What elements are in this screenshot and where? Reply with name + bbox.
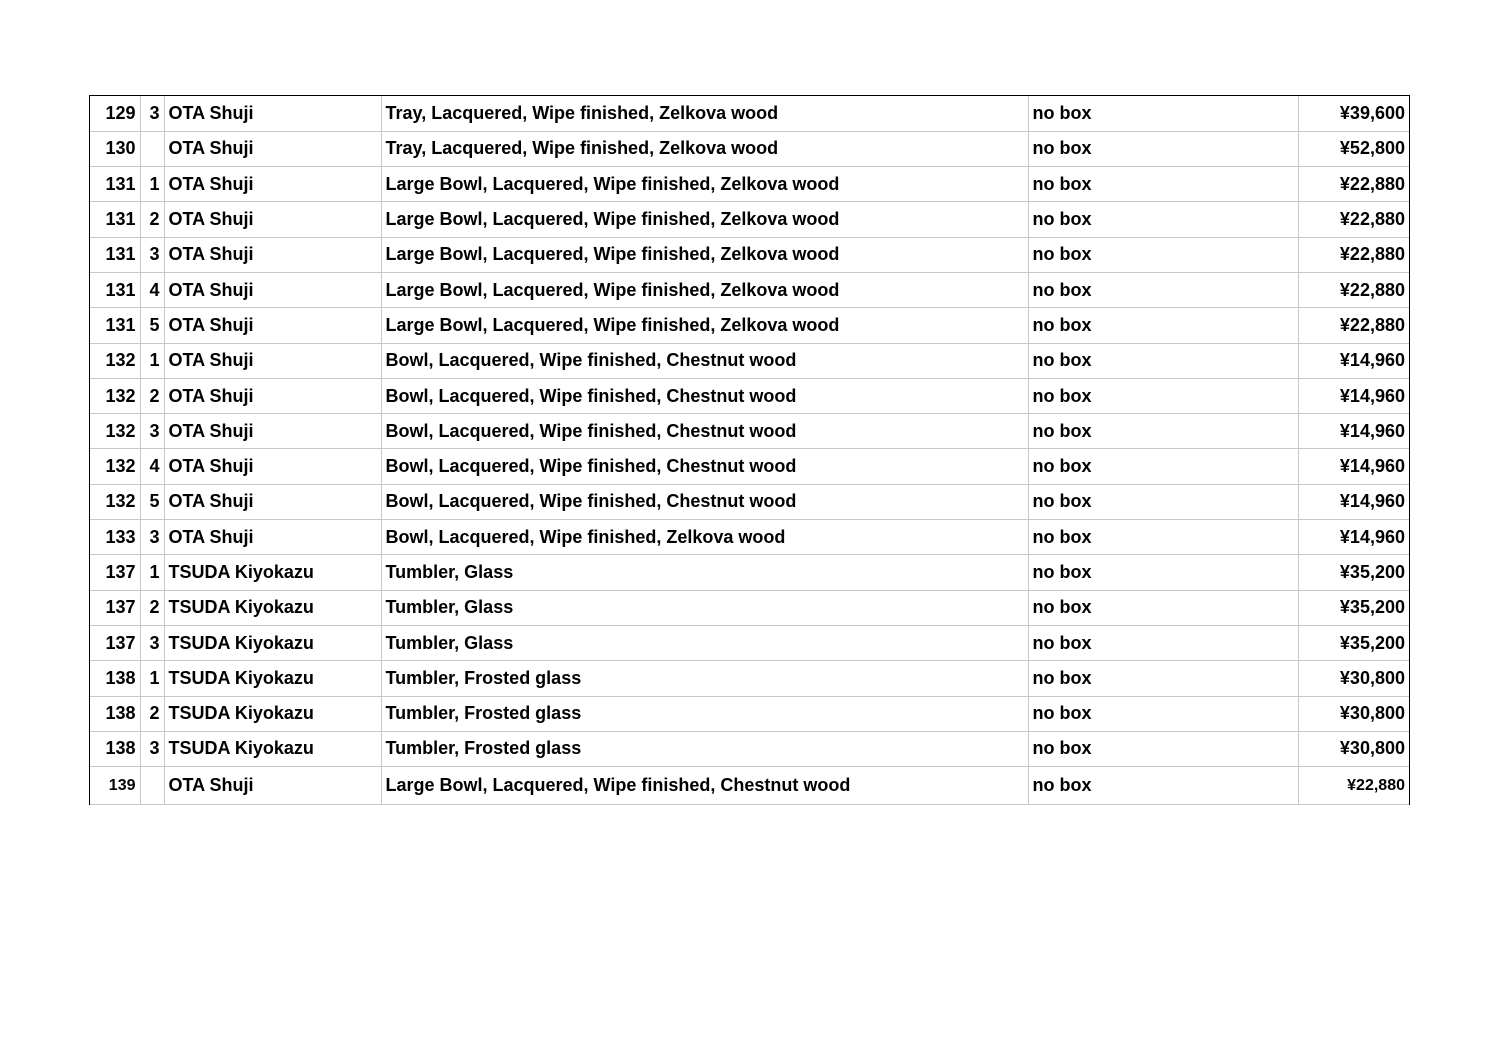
lot-number-cell: 131 <box>90 237 140 272</box>
description-cell: Bowl, Lacquered, Wipe finished, Chestnut wood <box>381 449 1028 484</box>
price-cell: ¥22,880 <box>1298 308 1409 343</box>
artist-cell: OTA Shuji <box>164 272 381 307</box>
artist-cell: OTA Shuji <box>164 308 381 343</box>
artist-cell: OTA Shuji <box>164 449 381 484</box>
artist-cell: OTA Shuji <box>164 167 381 202</box>
table-row <box>90 378 1409 413</box>
lot-number-cell: 138 <box>90 731 140 766</box>
artist-cell: TSUDA Kiyokazu <box>164 555 381 590</box>
sub-number-cell: 2 <box>140 590 164 625</box>
description-cell: Tray, Lacquered, Wipe finished, Zelkova wood <box>381 131 1028 166</box>
sub-number-cell <box>140 767 164 805</box>
lot-number-cell: 137 <box>90 625 140 660</box>
sub-number-cell: 3 <box>140 237 164 272</box>
box-cell: no box <box>1028 414 1298 449</box>
table-row <box>90 96 1409 131</box>
box-cell: no box <box>1028 555 1298 590</box>
box-cell: no box <box>1028 308 1298 343</box>
box-cell: no box <box>1028 167 1298 202</box>
table-row <box>90 731 1409 766</box>
table-row <box>90 696 1409 731</box>
description-cell: Bowl, Lacquered, Wipe finished, Chestnut wood <box>381 378 1028 413</box>
table-row <box>90 237 1409 272</box>
price-cell: ¥22,880 <box>1298 767 1409 805</box>
description-cell: Tumbler, Glass <box>381 590 1028 625</box>
artist-cell: OTA Shuji <box>164 131 381 166</box>
table-row <box>90 449 1409 484</box>
artist-cell: TSUDA Kiyokazu <box>164 625 381 660</box>
lot-number-cell: 133 <box>90 520 140 555</box>
table-row <box>90 484 1409 519</box>
artist-cell: OTA Shuji <box>164 378 381 413</box>
description-cell: Large Bowl, Lacquered, Wipe finished, Zelkova wood <box>381 202 1028 237</box>
artist-cell: TSUDA Kiyokazu <box>164 696 381 731</box>
box-cell: no box <box>1028 343 1298 378</box>
sub-number-cell: 3 <box>140 731 164 766</box>
lot-number-cell: 132 <box>90 484 140 519</box>
table-row <box>90 661 1409 696</box>
price-cell: ¥22,880 <box>1298 167 1409 202</box>
lot-number-cell: 139 <box>90 767 140 805</box>
lot-number-cell: 132 <box>90 449 140 484</box>
price-cell: ¥22,880 <box>1298 272 1409 307</box>
artist-cell: OTA Shuji <box>164 202 381 237</box>
table-row <box>90 520 1409 555</box>
lot-number-cell: 130 <box>90 131 140 166</box>
description-cell: Tumbler, Frosted glass <box>381 661 1028 696</box>
lot-number-cell: 138 <box>90 696 140 731</box>
table-row <box>90 414 1409 449</box>
lot-number-cell: 132 <box>90 343 140 378</box>
price-cell: ¥14,960 <box>1298 449 1409 484</box>
artist-cell: OTA Shuji <box>164 767 381 805</box>
description-cell: Tumbler, Glass <box>381 555 1028 590</box>
box-cell: no box <box>1028 449 1298 484</box>
box-cell: no box <box>1028 237 1298 272</box>
description-cell: Bowl, Lacquered, Wipe finished, Zelkova wood <box>381 520 1028 555</box>
box-cell: no box <box>1028 731 1298 766</box>
box-cell: no box <box>1028 484 1298 519</box>
lot-number-cell: 131 <box>90 202 140 237</box>
sub-number-cell: 5 <box>140 484 164 519</box>
lot-number-cell: 131 <box>90 272 140 307</box>
artist-cell: OTA Shuji <box>164 520 381 555</box>
price-cell: ¥39,600 <box>1298 96 1409 131</box>
sub-number-cell: 3 <box>140 625 164 660</box>
table-row <box>90 131 1409 166</box>
price-cell: ¥30,800 <box>1298 696 1409 731</box>
price-cell: ¥22,880 <box>1298 202 1409 237</box>
lot-number-cell: 131 <box>90 167 140 202</box>
description-cell: Large Bowl, Lacquered, Wipe finished, Chestnut wood <box>381 767 1028 805</box>
description-cell: Tumbler, Glass <box>381 625 1028 660</box>
table-row <box>90 767 1409 805</box>
artist-cell: OTA Shuji <box>164 414 381 449</box>
price-cell: ¥14,960 <box>1298 414 1409 449</box>
table-row <box>90 590 1409 625</box>
sub-number-cell: 5 <box>140 308 164 343</box>
price-cell: ¥35,200 <box>1298 555 1409 590</box>
box-cell: no box <box>1028 590 1298 625</box>
box-cell: no box <box>1028 272 1298 307</box>
table-row <box>90 202 1409 237</box>
lot-number-cell: 132 <box>90 378 140 413</box>
price-list-body <box>90 96 1409 805</box>
lot-number-cell: 129 <box>90 96 140 131</box>
price-cell: ¥14,960 <box>1298 343 1409 378</box>
artist-cell: OTA Shuji <box>164 484 381 519</box>
sub-number-cell: 2 <box>140 378 164 413</box>
lot-number-cell: 131 <box>90 308 140 343</box>
price-cell: ¥14,960 <box>1298 484 1409 519</box>
price-cell: ¥14,960 <box>1298 378 1409 413</box>
box-cell: no box <box>1028 696 1298 731</box>
price-cell: ¥30,800 <box>1298 731 1409 766</box>
box-cell: no box <box>1028 96 1298 131</box>
price-cell: ¥22,880 <box>1298 237 1409 272</box>
price-list-table <box>90 96 1409 805</box>
table-row <box>90 555 1409 590</box>
table-row <box>90 167 1409 202</box>
sub-number-cell: 3 <box>140 96 164 131</box>
price-cell: ¥35,200 <box>1298 625 1409 660</box>
price-list-sheet <box>89 95 1410 805</box>
sub-number-cell: 4 <box>140 272 164 307</box>
box-cell: no box <box>1028 202 1298 237</box>
table-row <box>90 625 1409 660</box>
price-cell: ¥35,200 <box>1298 590 1409 625</box>
box-cell: no box <box>1028 767 1298 805</box>
artist-cell: TSUDA Kiyokazu <box>164 731 381 766</box>
sub-number-cell: 3 <box>140 414 164 449</box>
description-cell: Large Bowl, Lacquered, Wipe finished, Zelkova wood <box>381 237 1028 272</box>
description-cell: Tumbler, Frosted glass <box>381 696 1028 731</box>
box-cell: no box <box>1028 661 1298 696</box>
artist-cell: TSUDA Kiyokazu <box>164 590 381 625</box>
sub-number-cell: 3 <box>140 520 164 555</box>
table-row <box>90 272 1409 307</box>
description-cell: Large Bowl, Lacquered, Wipe finished, Zelkova wood <box>381 308 1028 343</box>
sub-number-cell <box>140 131 164 166</box>
lot-number-cell: 132 <box>90 414 140 449</box>
sub-number-cell: 4 <box>140 449 164 484</box>
sub-number-cell: 1 <box>140 167 164 202</box>
table-row <box>90 308 1409 343</box>
sub-number-cell: 1 <box>140 555 164 590</box>
lot-number-cell: 137 <box>90 555 140 590</box>
artist-cell: OTA Shuji <box>164 96 381 131</box>
box-cell: no box <box>1028 131 1298 166</box>
price-cell: ¥52,800 <box>1298 131 1409 166</box>
table-row <box>90 343 1409 378</box>
sub-number-cell: 2 <box>140 696 164 731</box>
sub-number-cell: 1 <box>140 343 164 378</box>
artist-cell: OTA Shuji <box>164 343 381 378</box>
sub-number-cell: 1 <box>140 661 164 696</box>
box-cell: no box <box>1028 520 1298 555</box>
description-cell: Bowl, Lacquered, Wipe finished, Chestnut wood <box>381 343 1028 378</box>
description-cell: Bowl, Lacquered, Wipe finished, Chestnut wood <box>381 484 1028 519</box>
artist-cell: TSUDA Kiyokazu <box>164 661 381 696</box>
price-cell: ¥30,800 <box>1298 661 1409 696</box>
lot-number-cell: 138 <box>90 661 140 696</box>
sub-number-cell: 2 <box>140 202 164 237</box>
box-cell: no box <box>1028 378 1298 413</box>
price-cell: ¥14,960 <box>1298 520 1409 555</box>
description-cell: Tray, Lacquered, Wipe finished, Zelkova wood <box>381 96 1028 131</box>
description-cell: Bowl, Lacquered, Wipe finished, Chestnut wood <box>381 414 1028 449</box>
description-cell: Large Bowl, Lacquered, Wipe finished, Zelkova wood <box>381 272 1028 307</box>
description-cell: Large Bowl, Lacquered, Wipe finished, Zelkova wood <box>381 167 1028 202</box>
lot-number-cell: 137 <box>90 590 140 625</box>
description-cell: Tumbler, Frosted glass <box>381 731 1028 766</box>
artist-cell: OTA Shuji <box>164 237 381 272</box>
box-cell: no box <box>1028 625 1298 660</box>
